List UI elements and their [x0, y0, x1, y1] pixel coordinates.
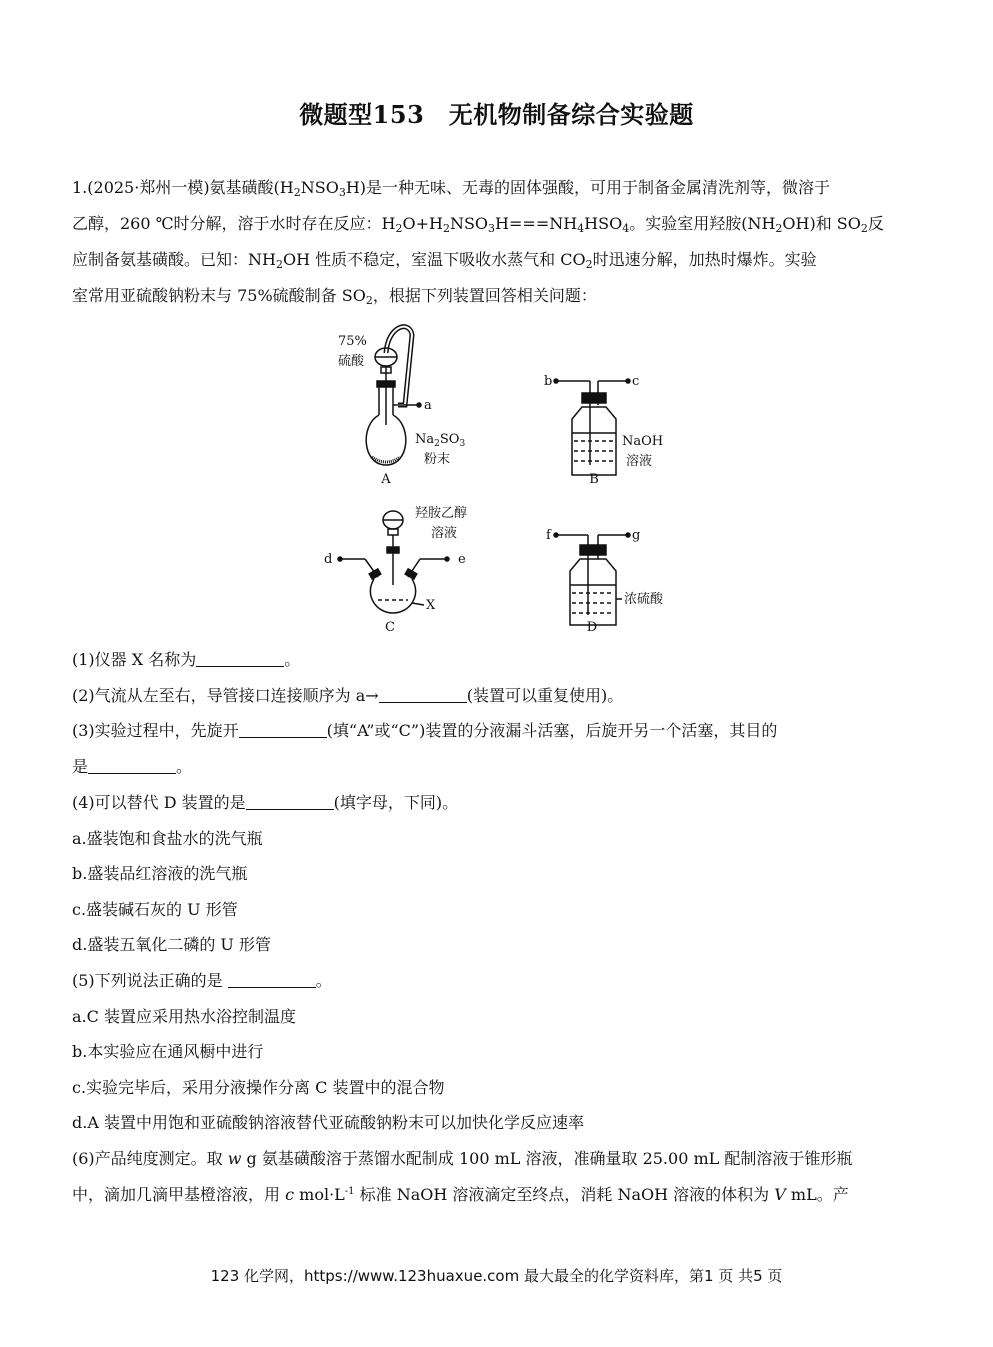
question-5-option-d: d.A 装置中用饱和亚硫酸钠溶液替代亚硫酸钠粉末可以加快化学反应速率	[72, 1113, 584, 1132]
label-a-acid-2: 硫酸	[338, 354, 365, 369]
page-title: 微题型153 无机物制备综合实验题	[299, 100, 694, 129]
label-apparatus-c: C	[385, 620, 395, 635]
question-5-option-a: a.C 装置应采用热水浴控制温度	[72, 1007, 296, 1026]
apparatus-b	[554, 379, 630, 475]
answer-blank-2[interactable]	[379, 688, 467, 703]
label-c-reagent-1: 羟胺乙醇	[415, 506, 468, 521]
label-vessel-x: X	[426, 598, 436, 613]
label-port-c: c	[632, 374, 640, 389]
label-c-reagent-2: 溶液	[431, 526, 458, 541]
intro-line-2: 乙醇，260 ℃时分解，溶于水时存在反应：$H_2O+H_2NSO_3H===NH_4HSO_4$。实验室用羟胺$(NH_2OH)$和 $SO_2$反	[72, 214, 884, 235]
question-4-option-d: d.盛装五氧化二磷的 U 形管	[72, 935, 271, 954]
question-5-option-c: c.实验完毕后，采用分液操作分离 C 装置中的混合物	[72, 1078, 445, 1097]
intro-line-4: 室常用亚硫酸钠粉末与 75%硫酸制备 $SO_2$，根据下列装置回答相关问题：	[72, 286, 597, 307]
apparatus-figure	[0, 315, 993, 645]
question-5: (5)下列说法正确的是 。	[72, 971, 332, 990]
question-4-option-b: b.盛装品红溶液的洗气瓶	[72, 864, 248, 883]
page-footer: 123 化学网，https://www.123huaxue.com 最大最全的化学资料库，第1 页 共5 页	[210, 1267, 783, 1285]
label-port-d: d	[324, 552, 333, 567]
label-b-liquid-2: 溶液	[626, 454, 653, 469]
question-6-line-1: (6)产品纯度测定。取 w g 氨基磺酸溶于蒸馏水配制成 100 mL 溶液，准确量取 25.00 mL 配制溶液于锥形瓶	[72, 1149, 853, 1168]
apparatus-a	[366, 327, 421, 465]
label-apparatus-d: D	[586, 620, 598, 635]
answer-blank-1[interactable]	[196, 652, 284, 667]
label-port-g: g	[632, 528, 641, 543]
question-3-line-2: 是 。	[72, 757, 193, 776]
apparatus-d	[554, 533, 630, 625]
label-b-liquid-1: NaOH	[622, 434, 664, 449]
answer-blank-4[interactable]	[246, 795, 334, 810]
answer-blank-3b[interactable]	[88, 759, 176, 774]
question-3-line-1: (3)实验过程中，先旋开 (填“A”或“C”)装置的分液漏斗活塞，后旋开另一个活塞，其目的	[72, 721, 778, 740]
label-apparatus-b: B	[589, 472, 599, 487]
intro-line-1: 1.(2025·郑州一模)氨基磺酸$(H_2NSO_3H)$是一种无味、无毒的固体强酸，可用于制备金属清洗剂等，微溶于	[72, 178, 831, 199]
label-port-a: a	[424, 398, 432, 413]
label-apparatus-a: A	[381, 472, 391, 487]
label-a-solid-2: 粉末	[424, 452, 451, 467]
label-port-e: e	[458, 552, 466, 567]
question-5-option-b: b.本实验应在通风橱中进行	[72, 1042, 264, 1061]
question-4-option-a: a.盛装饱和食盐水的洗气瓶	[72, 829, 263, 848]
answer-blank-5[interactable]	[228, 973, 316, 988]
label-port-b: b	[544, 374, 553, 389]
question-4-option-c: c.盛装碱石灰的 U 形管	[72, 900, 238, 919]
label-port-f: f	[546, 528, 551, 543]
label-a-solid-1: $Na_2SO_3$	[415, 432, 466, 449]
question-6-line-2: 中，滴加几滴甲基橙溶液，用 c $mol\cdot L^{-1}$ 标准 NaOH 溶液滴定至终点，消耗 NaOH 溶液的体积为 V mL。产	[72, 1185, 849, 1204]
intro-line-3: 应制备氨基磺酸。已知：$NH_2OH$ 性质不稳定，室温下吸收水蒸气和 $CO_2$时迅速分解，加热时爆炸。实验	[72, 250, 817, 271]
question-2: (2)气流从左至右，导管接口连接顺序为 a→ (装置可以重复使用)。	[72, 686, 624, 705]
answer-blank-3a[interactable]	[239, 723, 327, 738]
question-1: (1)仪器 X 名称为 。	[72, 650, 301, 669]
label-a-acid-1: 75%	[338, 334, 367, 349]
question-4: (4)可以替代 D 装置的是 (填字母，下同)。	[72, 793, 459, 812]
label-d-liquid: 浓硫酸	[624, 592, 664, 607]
